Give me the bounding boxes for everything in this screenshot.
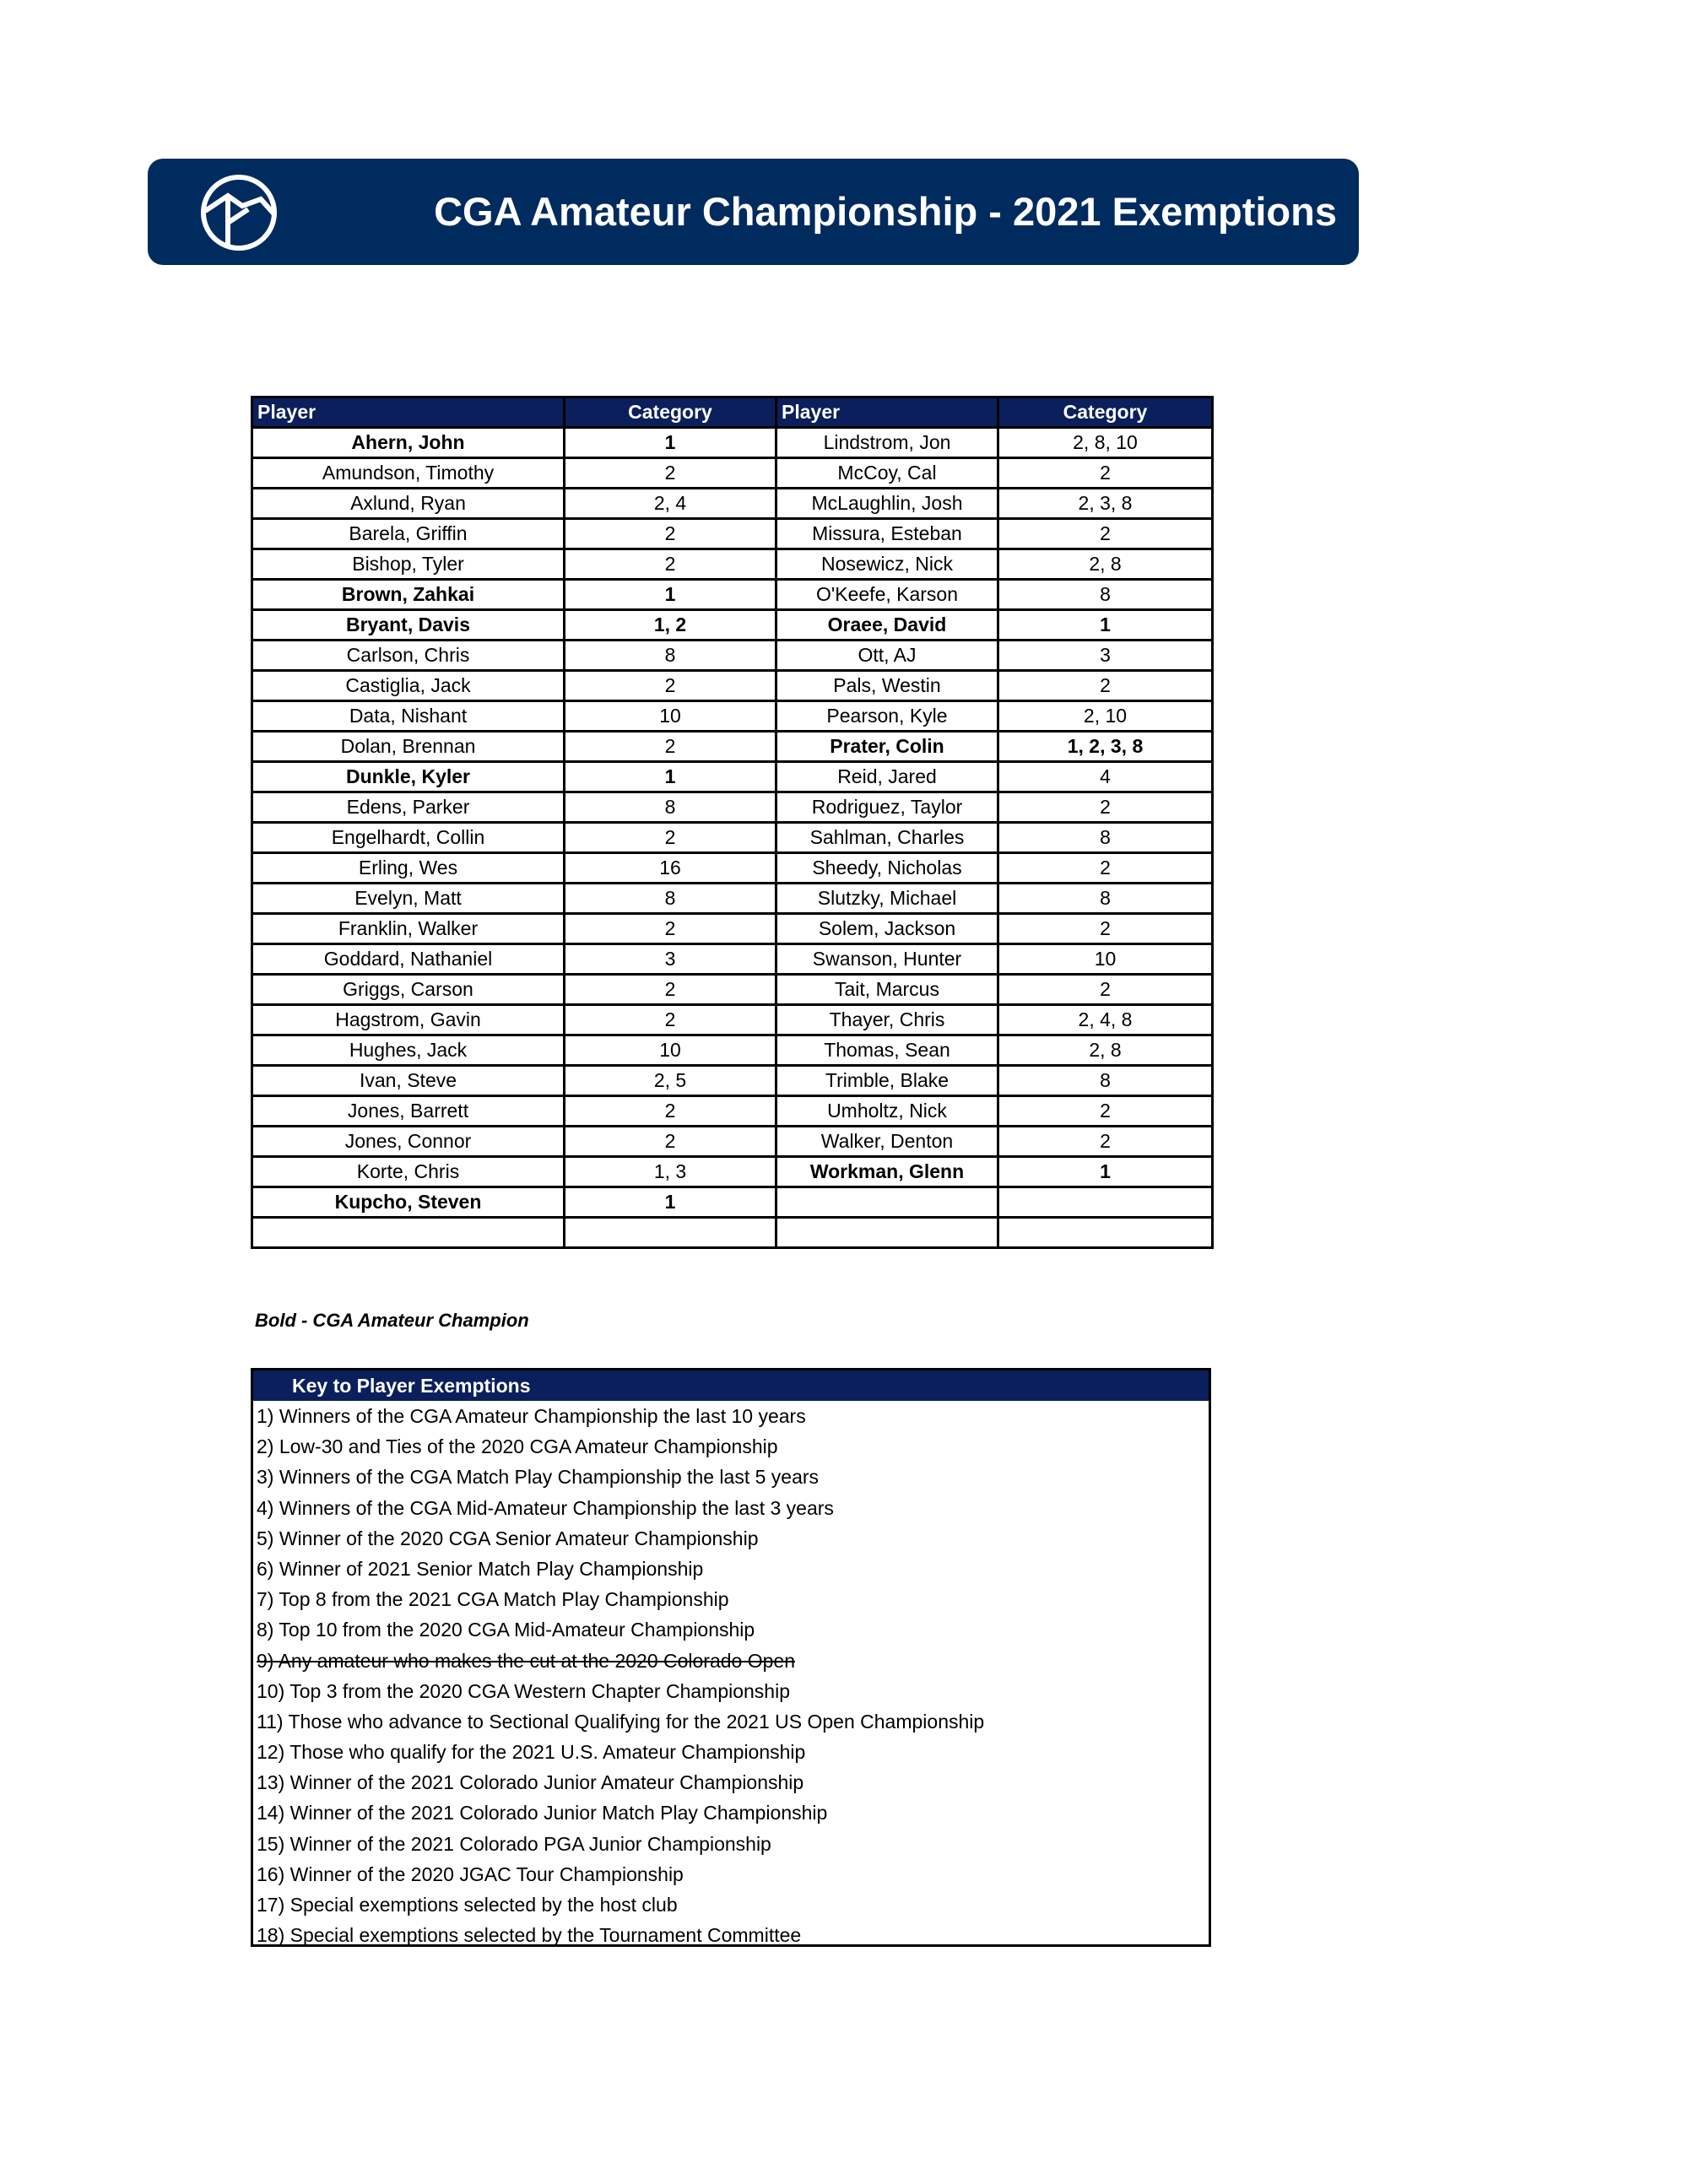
category-cell: 4 bbox=[998, 762, 1213, 792]
player-cell bbox=[252, 1218, 565, 1248]
player-cell: Dunkle, Kyler bbox=[252, 762, 565, 792]
player-cell: McCoy, Cal bbox=[776, 458, 998, 489]
table-row bbox=[252, 792, 1213, 823]
column-header-category: Category bbox=[998, 397, 1213, 428]
player-cell: Tait, Marcus bbox=[776, 975, 998, 1005]
category-cell: 2 bbox=[998, 458, 1213, 489]
player-cell: Rodriguez, Taylor bbox=[776, 792, 998, 823]
category-cell: 16 bbox=[565, 853, 776, 884]
key-item: 8) Top 10 from the 2020 CGA Mid-Amateur Championship bbox=[257, 1619, 755, 1641]
category-cell: 8 bbox=[998, 823, 1213, 853]
category-cell: 2, 8 bbox=[998, 549, 1213, 580]
player-cell: Thayer, Chris bbox=[776, 1005, 998, 1035]
key-item: 9) Any amateur who makes the cut at the 2020 Colorado Open bbox=[257, 1649, 795, 1672]
table-row bbox=[252, 914, 1213, 944]
player-cell: Walker, Denton bbox=[776, 1127, 998, 1157]
table-row bbox=[252, 853, 1213, 884]
category-cell: 2 bbox=[565, 1127, 776, 1157]
title-banner bbox=[148, 159, 1359, 265]
player-cell: Korte, Chris bbox=[252, 1157, 565, 1187]
table-row bbox=[252, 580, 1213, 610]
key-item: 17) Special exemptions selected by the host club bbox=[257, 1894, 678, 1916]
category-cell bbox=[998, 1218, 1213, 1248]
table-row bbox=[252, 428, 1213, 458]
player-cell: Thomas, Sean bbox=[776, 1035, 998, 1066]
category-cell: 2 bbox=[565, 519, 776, 549]
key-item: 3) Winners of the CGA Match Play Championship the last 5 years bbox=[257, 1466, 820, 1489]
table-row bbox=[252, 1066, 1213, 1096]
table-row bbox=[252, 489, 1213, 519]
player-cell: Pearson, Kyle bbox=[776, 701, 998, 732]
player-cell: Slutzky, Michael bbox=[776, 884, 998, 914]
category-cell: 2, 8, 10 bbox=[998, 428, 1213, 458]
player-cell: Oraee, David bbox=[776, 610, 998, 641]
category-cell: 2 bbox=[565, 1096, 776, 1127]
category-cell: 2, 4 bbox=[565, 489, 776, 519]
table-row bbox=[252, 610, 1213, 641]
category-cell: 8 bbox=[565, 792, 776, 823]
column-header-player: Player bbox=[776, 397, 998, 428]
player-cell: Umholtz, Nick bbox=[776, 1096, 998, 1127]
player-cell: Prater, Colin bbox=[776, 732, 998, 762]
player-cell: Bryant, Davis bbox=[252, 610, 565, 641]
table-row bbox=[252, 671, 1213, 701]
category-cell: 2 bbox=[565, 1005, 776, 1035]
table-row bbox=[252, 1035, 1213, 1066]
player-cell: Solem, Jackson bbox=[776, 914, 998, 944]
table-row bbox=[252, 701, 1213, 732]
player-cell: Trimble, Blake bbox=[776, 1066, 998, 1096]
player-cell: McLaughlin, Josh bbox=[776, 489, 998, 519]
column-header-player: Player bbox=[252, 397, 565, 428]
player-cell: Lindstrom, Jon bbox=[776, 428, 998, 458]
player-cell: Ivan, Steve bbox=[252, 1066, 565, 1096]
table-row bbox=[252, 519, 1213, 549]
bold-legend-note: Bold - CGA Amateur Champion bbox=[255, 1310, 529, 1331]
table-row bbox=[252, 641, 1213, 671]
category-cell: 8 bbox=[998, 884, 1213, 914]
table-row bbox=[252, 1218, 1213, 1248]
player-cell: Axlund, Ryan bbox=[252, 489, 565, 519]
category-cell: 1 bbox=[565, 428, 776, 458]
category-cell: 10 bbox=[998, 944, 1213, 975]
player-cell: Franklin, Walker bbox=[252, 914, 565, 944]
category-cell: 2 bbox=[565, 914, 776, 944]
category-cell: 2 bbox=[998, 1096, 1213, 1127]
player-cell: Brown, Zahkai bbox=[252, 580, 565, 610]
category-cell bbox=[998, 1187, 1213, 1218]
player-cell: Edens, Parker bbox=[252, 792, 565, 823]
category-cell: 2, 4, 8 bbox=[998, 1005, 1213, 1035]
category-cell: 1, 2, 3, 8 bbox=[998, 732, 1213, 762]
category-cell: 2, 8 bbox=[998, 1035, 1213, 1066]
key-item: 10) Top 3 from the 2020 CGA Western Chapter Championship bbox=[257, 1679, 790, 1702]
player-cell: Kupcho, Steven bbox=[252, 1187, 565, 1218]
category-cell: 3 bbox=[565, 944, 776, 975]
player-cell: Castiglia, Jack bbox=[252, 671, 565, 701]
category-cell: 2 bbox=[998, 792, 1213, 823]
player-cell: Bishop, Tyler bbox=[252, 549, 565, 580]
key-item: 1) Winners of the CGA Amateur Championship the last 10 years bbox=[257, 1405, 806, 1427]
player-cell: Workman, Glenn bbox=[776, 1157, 998, 1187]
key-item: 13) Winner of the 2021 Colorado Junior Amateur Championship bbox=[257, 1771, 804, 1794]
category-cell: 1 bbox=[565, 762, 776, 792]
key-item: 2) Low-30 and Ties of the 2020 CGA Amateur Championship bbox=[257, 1435, 778, 1458]
player-cell: Carlson, Chris bbox=[252, 641, 565, 671]
player-cell: Evelyn, Matt bbox=[252, 884, 565, 914]
key-item: 16) Winner of the 2020 JGAC Tour Championship bbox=[257, 1862, 684, 1885]
key-item: 4) Winners of the CGA Mid-Amateur Championship the last 3 years bbox=[257, 1496, 834, 1519]
category-cell: 8 bbox=[565, 884, 776, 914]
player-cell: Reid, Jared bbox=[776, 762, 998, 792]
key-title: Key to Player Exemptions bbox=[253, 1370, 1209, 1401]
player-cell bbox=[776, 1218, 998, 1248]
key-item: 6) Winner of 2021 Senior Match Play Championship bbox=[257, 1557, 704, 1580]
table-row bbox=[252, 884, 1213, 914]
table-row bbox=[252, 1157, 1213, 1187]
category-cell: 2 bbox=[565, 671, 776, 701]
cga-mountain-logo-icon bbox=[200, 174, 278, 251]
category-cell: 2 bbox=[998, 519, 1213, 549]
player-cell: Griggs, Carson bbox=[252, 975, 565, 1005]
category-cell: 2 bbox=[998, 1127, 1213, 1157]
player-cell: Jones, Connor bbox=[252, 1127, 565, 1157]
column-header-category: Category bbox=[565, 397, 776, 428]
player-cell: Engelhardt, Collin bbox=[252, 823, 565, 853]
table-row bbox=[252, 944, 1213, 975]
key-item: 7) Top 8 from the 2021 CGA Match Play Championship bbox=[257, 1588, 729, 1611]
category-cell: 2 bbox=[998, 853, 1213, 884]
player-cell: O'Keefe, Karson bbox=[776, 580, 998, 610]
category-cell: 2 bbox=[565, 975, 776, 1005]
table-row bbox=[252, 549, 1213, 580]
category-cell: 8 bbox=[565, 641, 776, 671]
category-cell: 1, 2 bbox=[565, 610, 776, 641]
key-item: 14) Winner of the 2021 Colorado Junior Match Play Championship bbox=[257, 1802, 828, 1825]
category-cell: 8 bbox=[998, 1066, 1213, 1096]
page-title: CGA Amateur Championship - 2021 Exemptions bbox=[434, 189, 1337, 234]
category-cell: 1, 3 bbox=[565, 1157, 776, 1187]
player-cell: Hagstrom, Gavin bbox=[252, 1005, 565, 1035]
category-cell: 8 bbox=[998, 580, 1213, 610]
player-cell: Jones, Barrett bbox=[252, 1096, 565, 1127]
category-cell: 1 bbox=[565, 1187, 776, 1218]
category-cell: 2, 3, 8 bbox=[998, 489, 1213, 519]
player-cell: Hughes, Jack bbox=[252, 1035, 565, 1066]
player-cell: Swanson, Hunter bbox=[776, 944, 998, 975]
table-row bbox=[252, 1096, 1213, 1127]
table-row bbox=[252, 1187, 1213, 1218]
table-row bbox=[252, 762, 1213, 792]
table-row bbox=[252, 1127, 1213, 1157]
player-cell: Sahlman, Charles bbox=[776, 823, 998, 853]
key-item: 11) Those who advance to Sectional Qualifying for the 2021 US Open Championship bbox=[257, 1710, 985, 1733]
player-cell: Dolan, Brennan bbox=[252, 732, 565, 762]
player-cell: Barela, Griffin bbox=[252, 519, 565, 549]
player-cell: Data, Nishant bbox=[252, 701, 565, 732]
category-cell: 1 bbox=[565, 580, 776, 610]
category-cell: 2, 5 bbox=[565, 1066, 776, 1096]
player-cell bbox=[776, 1187, 998, 1218]
category-cell: 3 bbox=[998, 641, 1213, 671]
key-item: 15) Winner of the 2021 Colorado PGA Junior Championship bbox=[257, 1832, 771, 1855]
category-cell: 2 bbox=[998, 975, 1213, 1005]
category-cell: 2 bbox=[565, 732, 776, 762]
category-cell: 1 bbox=[998, 610, 1213, 641]
key-item: 5) Winner of the 2020 CGA Senior Amateur Championship bbox=[257, 1527, 759, 1549]
table-row bbox=[252, 458, 1213, 489]
category-cell: 10 bbox=[565, 1035, 776, 1066]
player-cell: Missura, Esteban bbox=[776, 519, 998, 549]
player-cell: Nosewicz, Nick bbox=[776, 549, 998, 580]
player-cell: Ahern, John bbox=[252, 428, 565, 458]
player-cell: Pals, Westin bbox=[776, 671, 998, 701]
category-cell: 2 bbox=[998, 671, 1213, 701]
category-cell: 2 bbox=[998, 914, 1213, 944]
table-row bbox=[252, 975, 1213, 1005]
category-cell: 2 bbox=[565, 458, 776, 489]
player-cell: Sheedy, Nicholas bbox=[776, 853, 998, 884]
player-cell: Goddard, Nathaniel bbox=[252, 944, 565, 975]
player-cell: Erling, Wes bbox=[252, 853, 565, 884]
category-cell: 2 bbox=[565, 549, 776, 580]
category-cell: 1 bbox=[998, 1157, 1213, 1187]
category-cell: 2, 10 bbox=[998, 701, 1213, 732]
key-item: 18) Special exemptions selected by the Tournament Committee bbox=[257, 1924, 802, 1947]
category-cell: 10 bbox=[565, 701, 776, 732]
category-cell: 2 bbox=[565, 823, 776, 853]
category-cell bbox=[565, 1218, 776, 1248]
table-row bbox=[252, 732, 1213, 762]
key-item: 12) Those who qualify for the 2021 U.S. Amateur Championship bbox=[257, 1741, 806, 1764]
exemption-key bbox=[251, 1368, 1211, 1947]
table-row bbox=[252, 823, 1213, 853]
player-cell: Ott, AJ bbox=[776, 641, 998, 671]
exemptions-table bbox=[251, 396, 1214, 1249]
player-cell: Amundson, Timothy bbox=[252, 458, 565, 489]
table-row bbox=[252, 1005, 1213, 1035]
